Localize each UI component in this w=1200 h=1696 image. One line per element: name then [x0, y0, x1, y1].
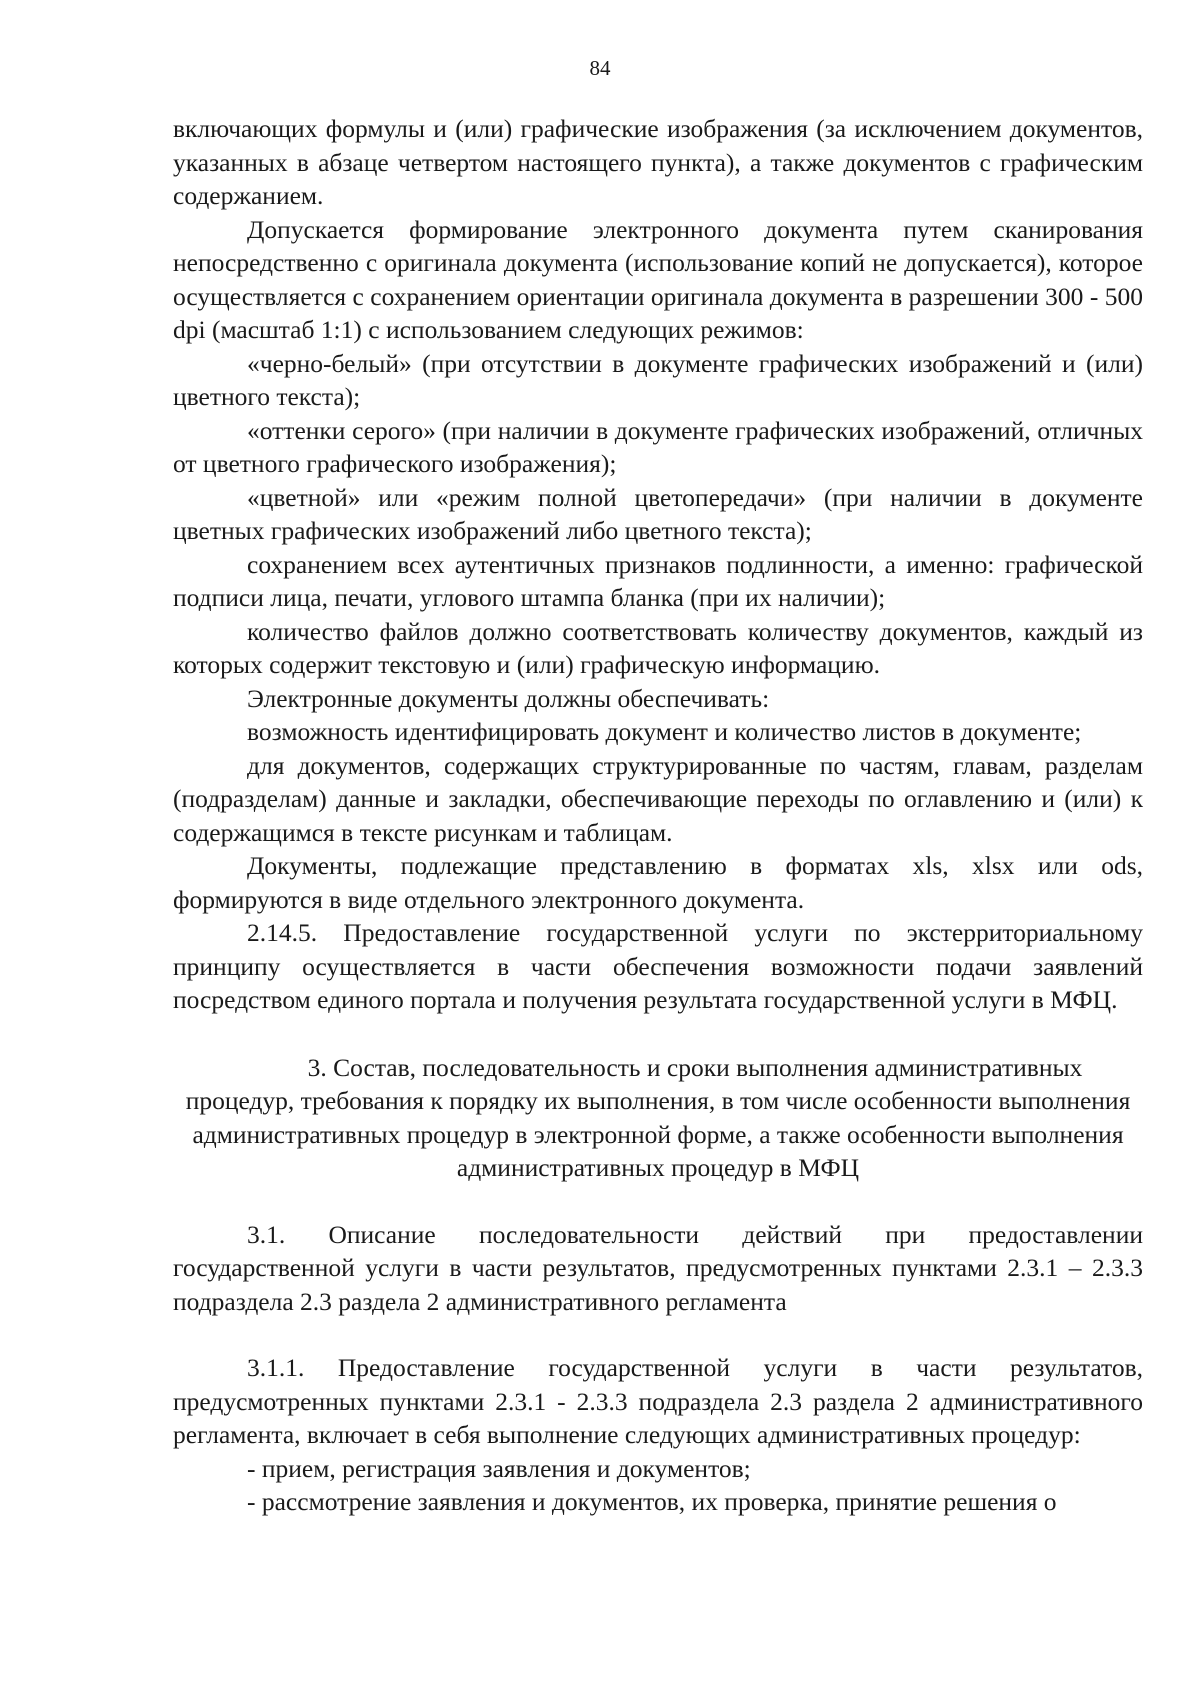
section-heading: 3. Состав, последовательность и сроки выполнения административных процедур, требования к порядку их выполнения, в том числе особенности выполнения административных процедур в электронной форме, а также особенности выполнения административных процедур в МФЦ — [185, 1052, 1131, 1182]
page-number: 84 — [589, 56, 611, 80]
paragraph: включающих формулы и (или) графические изображения (за исключением документов, указанных в абзаце четвертом настоящего пункта), а также документов с графическим содержанием. — [173, 114, 1143, 210]
paragraph: сохранением всех аутентичных признаков подлинности, а именно: графической подписи лица, печати, углового штампа бланка (при их наличии); — [173, 549, 1143, 612]
list-item: - рассмотрение заявления и документов, их проверка, принятие решения о — [247, 1487, 1057, 1516]
paragraph: Допускается формирование электронного документа путем сканирования непосредственно с оригинала документа (использование копий не допускается), которое осуществляется с сохранением ориентации оригинала документа в разрешении 300 - 500 dpi (масштаб 1:1) с использованием следующих режимов: — [173, 214, 1143, 344]
list-item: - прием, регистрация заявления и документов; — [247, 1453, 751, 1483]
paragraph: «цветной» или «режим полной цветопередачи» (при наличии в документе цветных графических изображений либо цветного текста); — [173, 482, 1143, 545]
paragraph: «черно-белый» (при отсутствии в документе графических изображений и (или) цветного текста); — [173, 348, 1143, 411]
paragraph: для документов, содержащих структурированные по частям, главам, разделам (подразделам) данные и закладки, обеспечивающие переходы по оглавлению и (или) к содержащимся в тексте рисункам и таблицам. — [173, 750, 1143, 847]
paragraph: «оттенки серого» (при наличии в документе графических изображений, отличных от цветного графического изображения); — [173, 415, 1143, 478]
paragraph: 2.14.5. Предоставление государственной услуги по экстерриториальному принципу осуществляется в части обеспечения возможности подачи заявлений посредством единого портала и получения результата государственной услуги в МФЦ. — [173, 918, 1143, 1014]
paragraph: количество файлов должно соответствовать количеству документов, каждый из которых содержит текстовую и (или) графическую информацию. — [173, 616, 1143, 679]
paragraph: возможность идентифицировать документ и количество листов в документе; — [247, 717, 1082, 746]
paragraph: Электронные документы должны обеспечивать: — [247, 683, 770, 713]
subsection-heading: 3.1. Описание последовательности действий при предоставлении государственной услуги в части результатов, предусмотренных пунктами 2.3.1 – 2.3.3 подраздела 2.3 раздела 2 административного регламента — [173, 1219, 1143, 1316]
clause-paragraph: 3.1.1. Предоставление государственной услуги в части результатов, предусмотренных пунктами 2.3.1 - 2.3.3 подраздела 2.3 раздела 2 административного регламента, включает в себя выполнение следующих административных процедур: — [173, 1353, 1143, 1449]
document-body — [173, 112, 1143, 1519]
paragraph: Документы, подлежащие представлению в форматах xls, xlsx или ods, формируются в виде отдельного электронного документа. — [173, 851, 1143, 914]
